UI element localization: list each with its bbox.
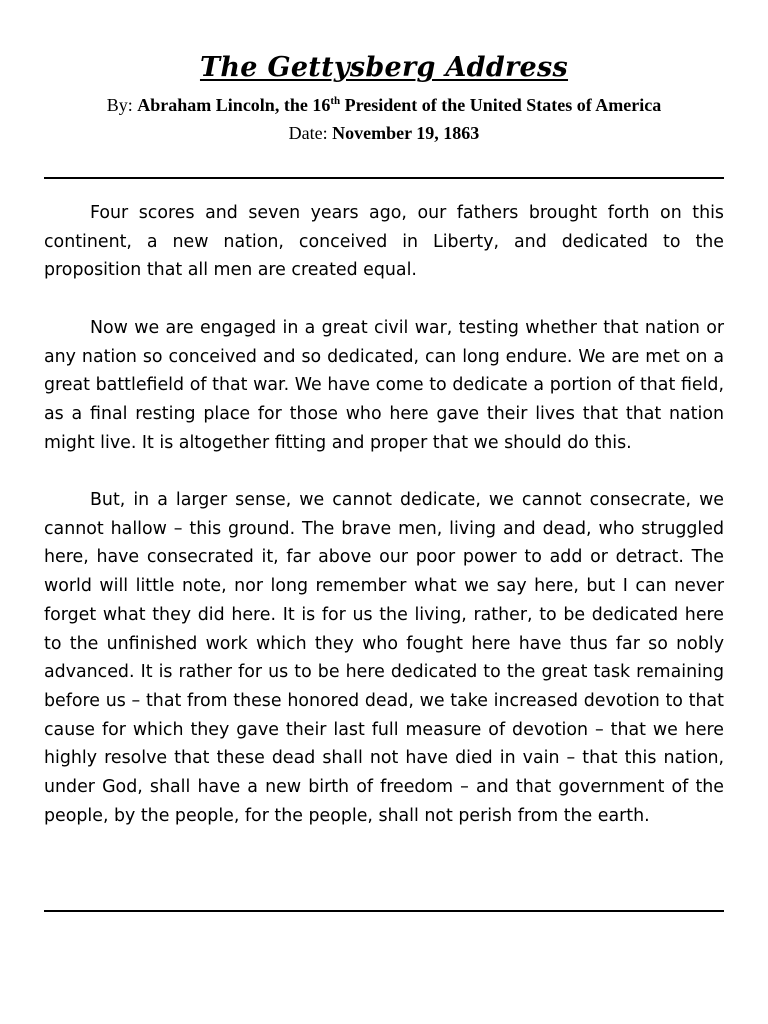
address-body: [44, 199, 724, 830]
date-label: Date:: [288, 123, 328, 143]
dateline: [0, 120, 768, 146]
paragraph-3: But, in a larger sense, we cannot dedicate, we cannot consecrate, we cannot hallow – this ground. The brave men, living and dead, who struggled here, have consecrated it, far above our poor power to add or detract. The world will little note, nor long remember what we say here, but I can never forget what they did here. It is for us the living, rather, to be dedicated here to the unfinished work which they who fought here have thus far so nobly advanced. It is rather for us to be here dedicated to the great task remaining before us – that from these honored dead, we take increased devotion to that cause for which they gave their last full measure of devotion – that we here highly resolve that these dead shall not have died in vain – that this nation, under God, shall have a new birth of freedom – and that government of the people, by the people, for the people, shall not perish from the earth.: [44, 490, 724, 826]
byline: [0, 92, 768, 118]
byline-ordinal-suffix: th: [330, 95, 341, 107]
date-value: November 19, 1863: [332, 123, 480, 143]
paragraph-1: Four scores and seven years ago, our fathers brought forth on this continent, a new nation, conceived in Liberty, and dedicated to the proposition that all men are created equal.: [44, 203, 724, 281]
document-title: The Gettysberg Address: [199, 52, 569, 83]
byline-label: By:: [106, 95, 133, 115]
bottom-divider: [44, 910, 724, 912]
top-divider: [44, 177, 724, 179]
byline-author-suffix: President of the United States of America: [344, 95, 662, 115]
byline-author: [137, 95, 661, 115]
paragraph-2: Now we are engaged in a great civil war, testing whether that nation or any nation so conceived and so dedicated, can long endure. We are met on a great battlefield of that war. We have come to dedicate a portion of that field, as a final resting place for those who here gave their lives that that nation might live. It is altogether fitting and proper that we should do this.: [44, 317, 724, 453]
byline-author-prefix: Abraham Lincoln, the 16: [137, 95, 331, 115]
